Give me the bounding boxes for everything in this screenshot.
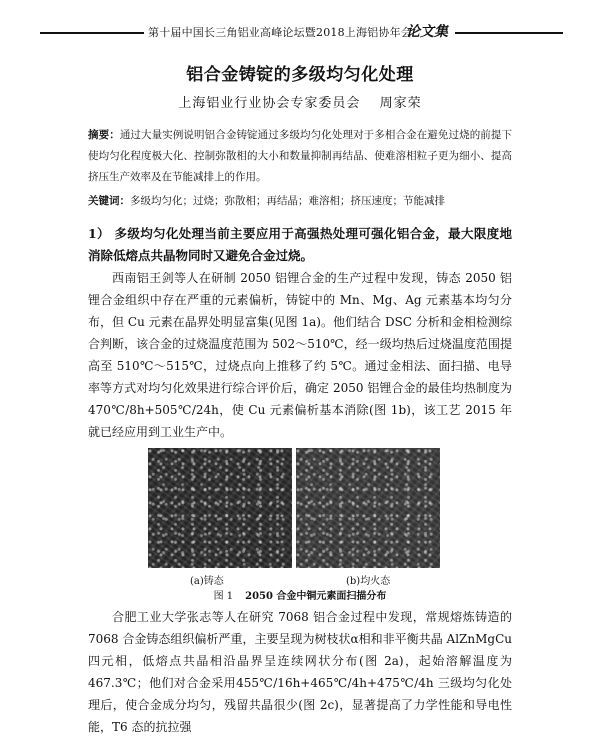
figure-number: 图 1 [213, 591, 234, 602]
running-header-text: 第十届中国长三角铝业高峰论坛暨2018上海铝协年会 [148, 26, 412, 39]
figure-1 [88, 448, 512, 600]
abstract-label: 摘要： [88, 129, 120, 141]
body-paragraph-1: 西南铝王剑等人在研制 2050 铝锂合金的生产过程中发现，铸态 2050 铝锂合金组织中存在严重的元素偏析，铸锭中的 Mn、Mg、Ag 元素基本均匀分布，但 Cu 元素在晶界处明显富集(见图 1a)。他们结合 DSC 分析和金相检测综合判断，该合金的过烧温度范围为 502～510℃，经一级均热后过烧温度范围提高至 510℃～515℃，过烧点向上推移了约 5℃。通过金相法、面扫描、电导率等方式对均匀化效果进行综合评价后，确定 2050 铝锂合金的最佳均热制度为 470℃/8h+505℃/24h，使 Cu 元素偏析基本消除(图 1b)，该工艺 2015 年就已经应用到工业生产中。 [88, 271, 512, 439]
section-heading: 1） 多级均匀化处理当前主要应用于高强热处理可强化铝合金，最大限度地消除低熔点共晶物同时又避免合金过烧。 [88, 226, 512, 263]
abstract [88, 125, 512, 188]
header-rule-right [455, 32, 563, 34]
keywords-text: 多级均匀化；过烧；弥散相；再结晶；难溶相；挤压速度；节能减排 [130, 195, 445, 207]
figure-sublabel-b: (b)均火态 [346, 576, 391, 587]
byline [0, 92, 600, 111]
header-rule-left [40, 32, 144, 34]
figure-image-as-cast [148, 448, 292, 568]
figure-image-homogenized [296, 448, 440, 568]
figure-sublabel-a: (a)铸态 [190, 576, 224, 587]
keywords [88, 193, 512, 209]
author-name: 周家荣 [379, 96, 422, 111]
body-paragraph-2: 合肥工业大学张志等人在研究 7068 铝合金过程中发现，常规熔炼铸造的 7068 合金铸态组织偏析严重，主要呈现为树枝状α相和非平衡共晶 AlZnMgCu 四元相，低熔点共晶相沿晶界呈连续网状分布(图 2a)，起始溶解温度为 467.3℃；他们对合金采用455℃/16h+465℃/4h+475℃/4h 三级均匀化处理后，使合金成分均匀，残留共晶很少(图 2c)，显著提高了力学性能和导电性能，T6 态的抗拉强 [88, 610, 512, 734]
abstract-text: 通过大量实例说明铝合金铸锭通过多级均匀化处理对于多相合金在避免过烧的前提下使均匀化程度极大化、控制弥散相的大小和数量抑制再结晶、使难溶相粒子更为细小、提高挤压生产效率及在节能减排上的作用。 [88, 129, 513, 183]
author-organization: 上海铝业行业协会专家委员会 [178, 96, 361, 111]
figure-caption-text: 2050 合金中铜元素面扫描分布 [245, 591, 387, 602]
running-header-tag: 论文集 [406, 24, 448, 40]
paper-title: 铝合金铸锭的多级均匀化处理 [186, 65, 414, 85]
figure-caption [88, 587, 512, 602]
keywords-label: 关键词： [88, 195, 130, 207]
running-header [0, 20, 600, 44]
